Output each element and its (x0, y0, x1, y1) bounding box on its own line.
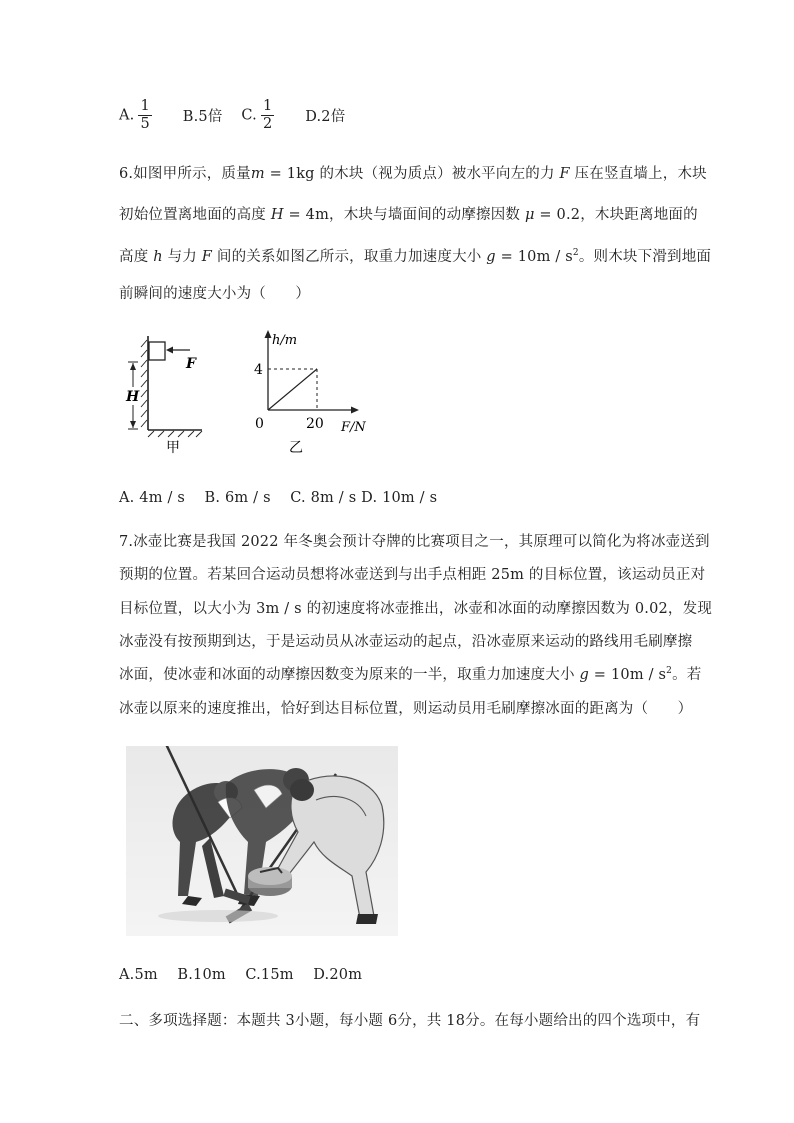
q5-options (119, 98, 345, 133)
superscript: 2 (666, 666, 673, 677)
dimension-arrowhead-up (130, 363, 136, 370)
q7-line-5 (119, 663, 701, 684)
q7-line-2: 预期的位置。若某回合运动员想将冰壶送到与出手点相距 25m 的目标位置，该运动员正对 (119, 567, 706, 583)
fraction-numerator: 1 (262, 98, 273, 114)
h-f-line (268, 369, 317, 410)
q5-option-c-fraction (261, 98, 274, 133)
wall-hatching (141, 340, 147, 427)
text-run: 初始位置离地面的高度 (119, 207, 271, 223)
force-arrowhead (166, 347, 173, 354)
ground-hatching (148, 431, 202, 437)
block (149, 342, 165, 360)
text-run: 6.如图甲所示，质量 (119, 166, 251, 182)
label-H: H (126, 389, 140, 405)
symbol-g: g (579, 667, 589, 683)
q6-line-2 (119, 203, 698, 224)
label-F: F (186, 356, 196, 372)
symbol-F: F (559, 166, 570, 182)
tick-x-20: 20 (306, 416, 324, 432)
q7-line-6: 冰壶以原来的速度推出，恰好到达目标位置，则运动员用毛刷摩擦冰面的距离为（ ） (119, 701, 693, 717)
text-run: 冰面，使冰壶和冰面的动摩擦因数变为原来的一半，取重力加速度大小 (119, 667, 580, 683)
q5-option-d: D.2倍 (305, 109, 346, 125)
symbol-F: F (201, 249, 213, 265)
q7-line-3: 目标位置，以大小为 3m / s 的初速度将冰壶推出，冰壶和冰面的动摩擦因数为 0.02，发现 (119, 601, 713, 617)
text-run: 高度 (119, 249, 154, 265)
figure-yi (245, 326, 380, 458)
q5-option-c (241, 98, 278, 133)
text-run: 。则木块下滑到地面 (578, 249, 712, 265)
q5-option-c-label: C. (241, 107, 257, 124)
text-run: = 10m / s (589, 667, 667, 683)
q7-line-1: 7.冰壶比赛是我国 2022 年冬奥会预计夺牌的比赛项目之一，其原理可以简化为将冰壶送到 (119, 534, 710, 550)
symbol-mu: μ (524, 207, 535, 223)
text-run: 与力 (162, 249, 202, 265)
q5-option-a (119, 98, 156, 133)
caption-yi: 乙 (289, 440, 303, 456)
tick-y-4: 4 (254, 362, 263, 378)
curling-stone (248, 867, 292, 896)
q7-options: A.5m B.10m C.15m D.20m (119, 967, 363, 983)
text-run: = 1kg 的木块（视为质点）被水平向左的力 (264, 166, 560, 182)
fraction-denominator: 2 (262, 116, 273, 132)
q6-line-1 (119, 162, 707, 183)
section-2-heading: 二、多项选择题：本题共 3小题，每小题 6分，共 18分。在每小题给出的四个选项中，有 (119, 1013, 701, 1029)
y-axis-label: h/m (272, 333, 298, 348)
x-axis-arrowhead (351, 407, 359, 414)
q5-option-a-label: A. (119, 107, 135, 124)
text-run: = 0.2，木块距离地面的 (534, 207, 698, 223)
text-run: 压在竖直墙上，木块 (569, 166, 707, 182)
q5-option-b: B.5倍 (182, 109, 223, 125)
dimension-arrowhead-down (130, 421, 136, 428)
ice-shadow (158, 910, 278, 922)
q7-line-4: 冰壶没有按预期到达，于是运动员从冰壶运动的起点，沿冰壶原来运动的路线用毛刷摩擦 (119, 634, 693, 650)
caption-jia: 甲 (166, 440, 180, 456)
symbol-h: h (153, 249, 163, 265)
symbol-m: m (250, 166, 265, 182)
symbol-g: g (486, 249, 496, 265)
curling-photo (126, 746, 398, 936)
q6-options: A. 4m / s B. 6m / s C. 8m / s D. 10m / s (119, 490, 438, 506)
q6-line-4: 前瞬间的速度大小为（ ） (119, 286, 311, 302)
fraction-denominator: 5 (140, 116, 150, 132)
text-run: 间的关系如图乙所示，取重力加速度大小 (212, 249, 487, 265)
text-run: = 10m / s (495, 249, 573, 265)
q5-option-a-fraction (138, 98, 151, 133)
symbol-H: H (270, 207, 284, 223)
x-axis-label: F/N (341, 420, 366, 435)
text-run: 。若 (672, 667, 702, 683)
text-run: = 4m，木块与墙面间的动摩擦因数 (283, 207, 525, 223)
fraction-numerator: 1 (140, 98, 150, 114)
figure-jia (120, 330, 210, 458)
y-axis-arrowhead (265, 330, 272, 338)
superscript: 2 (572, 248, 579, 259)
q6-line-3 (119, 245, 711, 266)
origin-label: 0 (255, 416, 264, 432)
